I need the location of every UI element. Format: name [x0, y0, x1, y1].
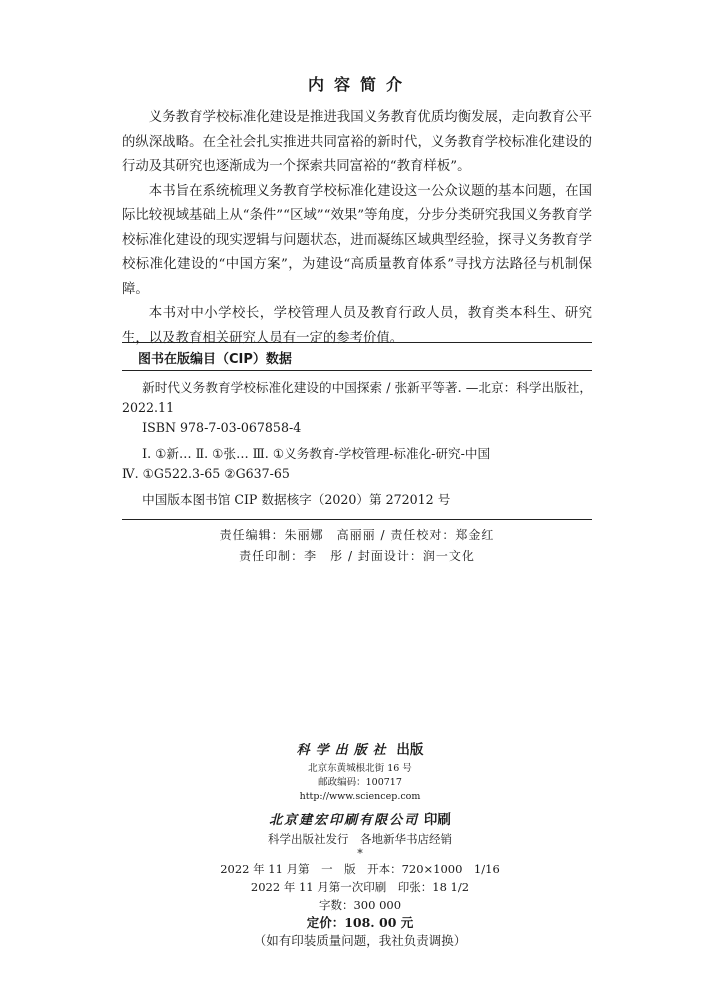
- intro-paragraph: 本书对中小学校长，学校管理人员及教育行政人员，教育类本科生、研究生，以及教育相关研究人员有一定的参考价值。: [122, 306, 592, 346]
- cip-isbn: ISBN 978-7-03-067858-4: [142, 420, 302, 435]
- publisher-address: 北京东黄城根北街 16 号: [308, 763, 412, 774]
- cip-classification: Ⅳ. ①G522.3-65 ②G637-65: [122, 466, 290, 481]
- publisher-info: [0, 738, 720, 950]
- printing-info: 2022 年 11 月第一次印刷 印张：18 1/2: [250, 880, 470, 894]
- word-count: 字数：300 000: [318, 898, 402, 912]
- publisher-postcode: 邮政编码：100717: [318, 777, 402, 788]
- editor-credits: 责任编辑：朱丽娜 高丽丽 / 责任校对：郑金红: [219, 528, 495, 542]
- publisher-line: [0, 738, 720, 758]
- cip-classification: Ⅰ. ①新… Ⅱ. ①张… Ⅲ. ①义务教育-学校管理-标准化-研究-中国: [142, 446, 491, 461]
- publisher-logo: 科学出版社: [296, 743, 392, 758]
- cip-data-box: [122, 342, 592, 520]
- credits: [122, 525, 592, 567]
- page-title: 内容简介: [307, 75, 412, 94]
- intro-paragraph: 本书旨在系统梳理义务教育学校标准化建设这一公众议题的基本问题，在国际比较视域基础上从“条件”“区域”“效果”等角度，分步分类研究我国义务教育学校标准化建设的现实逻辑与问题状态，进而凝练区域典型经验，探寻义务教育学校标准化建设的“中国方案”，为建设“高质量教育体系”寻找方法路径与机制保障。: [122, 183, 592, 297]
- divider: [122, 370, 592, 371]
- cip-record-number: 中国版本图书馆 CIP 数据核字（2020）第 272012 号: [142, 492, 451, 507]
- separator-star: *: [357, 847, 363, 860]
- cip-entry: 新时代义务教育学校标准化建设的中国探索 / 张新平等著. —北京：科学出版社，2022.11: [122, 380, 592, 415]
- intro-paragraph: 义务教育学校标准化建设是推进我国义务教育优质均衡发展，走向教育公平的纵深战略。在全社会扎实推进共同富裕的新时代，义务教育学校标准化建设的行动及其研究也逐渐成为一个探索共同富裕的“教育样板”。: [122, 110, 592, 174]
- cip-heading: 图书在版编目（CIP）数据: [138, 352, 292, 367]
- printer-logo: 北京建宏印刷有限公司: [269, 813, 420, 828]
- publisher-website: http://www.sciencep.com: [299, 791, 421, 802]
- price: 定价：108. 00 元: [306, 915, 414, 930]
- edition-info: 2022 年 11 月第 一 版 开本：720×1000 1/16: [220, 862, 500, 876]
- printer-line: [0, 808, 720, 828]
- cip-body: [122, 378, 592, 510]
- quality-note: （如有印装质量问题，我社负责调换）: [253, 933, 467, 948]
- intro-section: [122, 106, 592, 351]
- publisher-suffix: 出版: [396, 742, 424, 758]
- distribution: 科学出版社发行 各地新华书店经销: [268, 832, 452, 846]
- printer-suffix: 印刷: [423, 812, 451, 828]
- production-credits: 责任印制：李 彤 / 封面设计：润一文化: [239, 549, 475, 563]
